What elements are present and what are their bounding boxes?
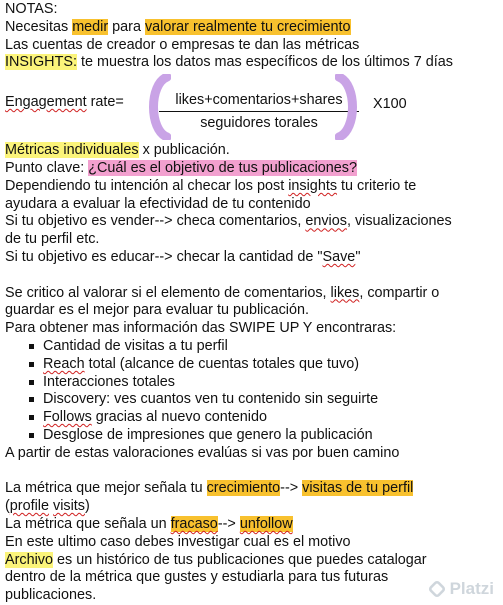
text-line bbox=[5, 480, 497, 498]
text-span: insights bbox=[288, 177, 338, 194]
text-line: guardar es el mejor para evaluar tu publicación. bbox=[5, 302, 309, 319]
text-span: Se critico al valorar si el elemento de comentarios, bbox=[5, 284, 331, 301]
text-span: , visualizaciones bbox=[346, 213, 452, 230]
formula-denominator: seguidores torales bbox=[200, 114, 318, 131]
notes-document bbox=[5, 1, 497, 605]
text-line bbox=[5, 213, 497, 231]
text-line bbox=[5, 19, 497, 37]
text-line bbox=[5, 285, 497, 303]
text-line: Las cuentas de creador o empresas te dan las métricas bbox=[5, 36, 360, 53]
text-span: profile bbox=[9, 498, 49, 515]
spacer bbox=[5, 463, 497, 481]
text-line bbox=[5, 249, 497, 267]
platzi-logo-icon bbox=[428, 580, 446, 598]
list-item: Desglose de impresiones que genero la publicación bbox=[33, 427, 497, 445]
highlight-punto-clave: ¿Cuál es el objetivo de tus publicaciones? bbox=[88, 159, 357, 176]
highlight-valorar: valorar realmente tu crecimiento bbox=[144, 18, 351, 35]
highlight-unfollow: unfollow bbox=[239, 515, 293, 532]
notes-heading: NOTAS: bbox=[5, 1, 58, 17]
highlight-visitas: visitas de tu perfil bbox=[302, 480, 414, 497]
text-line bbox=[5, 516, 497, 534]
text-span: Necesitas bbox=[5, 18, 73, 35]
formula-numerator: likes+comentarios+shares bbox=[159, 92, 359, 112]
text-span: te muestra los datos mas específicos de los últimos 7 días bbox=[76, 54, 453, 71]
highlight-fracaso: fracaso bbox=[170, 515, 218, 532]
text-line: dentro de la métrica que gustes y estudiarla para tus futuras bbox=[5, 569, 389, 586]
insights-bullet-list bbox=[5, 338, 497, 445]
text-line: de tu perfil etc. bbox=[5, 231, 100, 248]
list-item: Cantidad de visitas a tu perfil bbox=[33, 338, 497, 356]
text-span: es un histórico de tus publicaciones que puedes catalogar bbox=[53, 551, 427, 568]
text-span: " bbox=[355, 248, 361, 265]
text-span: para bbox=[108, 18, 145, 35]
text-line bbox=[5, 178, 497, 196]
text-line: publicaciones. bbox=[5, 587, 97, 604]
spacer bbox=[5, 267, 497, 285]
highlight-insights: INSIGHTS: bbox=[5, 54, 77, 71]
text-line: ayudara a evaluar la efectividad de tu contenido bbox=[5, 195, 311, 212]
text-span: Engagement bbox=[5, 94, 87, 111]
text-span: x publicación. bbox=[138, 142, 230, 159]
text-line bbox=[5, 498, 497, 516]
highlight-metricas: Métricas individuales bbox=[5, 142, 139, 159]
text-span: Dependiendo tu intención al checar los post bbox=[5, 177, 289, 194]
text-line: A partir de estas valoraciones evalúas si vas por buen camino bbox=[5, 444, 400, 461]
text-line bbox=[5, 142, 497, 160]
text-span: gracias al nuevo contenido bbox=[91, 409, 267, 426]
text-span: Reach bbox=[43, 355, 85, 372]
text-span: Si tu objetivo es vender--> checa comentarios, bbox=[5, 213, 306, 230]
text-span: --> bbox=[280, 480, 303, 497]
highlight-crecimiento: crecimiento bbox=[206, 480, 281, 497]
highlight-archivo: Archivo bbox=[5, 551, 53, 568]
list-item bbox=[33, 356, 497, 374]
text-line: En este ultimo caso debes investigar cual es el motivo bbox=[5, 533, 351, 550]
text-line bbox=[5, 160, 497, 178]
text-span: likes bbox=[330, 284, 360, 301]
watermark-text: Platzi bbox=[449, 579, 494, 598]
formula-label bbox=[5, 94, 124, 112]
text-span: --> bbox=[217, 515, 240, 532]
formula-fraction bbox=[159, 92, 359, 133]
text-span: tu criterio te bbox=[337, 177, 417, 194]
highlight-medir: medir bbox=[72, 18, 109, 35]
text-span: ( bbox=[5, 498, 10, 515]
text-line: Para obtener mas información das SWIPE UP Y encontraras: bbox=[5, 320, 397, 337]
list-item bbox=[33, 409, 497, 427]
text-span: ) bbox=[84, 498, 90, 515]
text-span: Punto clave: bbox=[5, 159, 89, 176]
formula-multiplier: X100 bbox=[373, 96, 407, 113]
text-span: , compartir o bbox=[359, 284, 440, 301]
text-span: total (alcance de cuentas totales que tuvo) bbox=[84, 355, 360, 372]
text-span: rate= bbox=[86, 94, 124, 111]
right-bracket-icon bbox=[335, 74, 361, 140]
text-span: La métrica que señala un bbox=[5, 515, 171, 532]
text-line bbox=[5, 552, 497, 570]
list-item: Discovery: ves cuantos ven tu contenido sin seguirte bbox=[33, 391, 497, 409]
text-span: Save bbox=[322, 248, 356, 265]
list-item: Interacciones totales bbox=[33, 374, 497, 392]
text-span: La métrica que mejor señala tu bbox=[5, 480, 207, 497]
platzi-watermark bbox=[428, 579, 494, 599]
text-span: visits bbox=[53, 498, 85, 515]
text-span: Follows bbox=[43, 409, 92, 426]
text-line bbox=[5, 54, 497, 72]
engagement-formula bbox=[5, 72, 497, 142]
text-span: envios bbox=[305, 213, 347, 230]
text-span: Si tu objetivo es educar--> checar la cantidad de " bbox=[5, 248, 323, 265]
